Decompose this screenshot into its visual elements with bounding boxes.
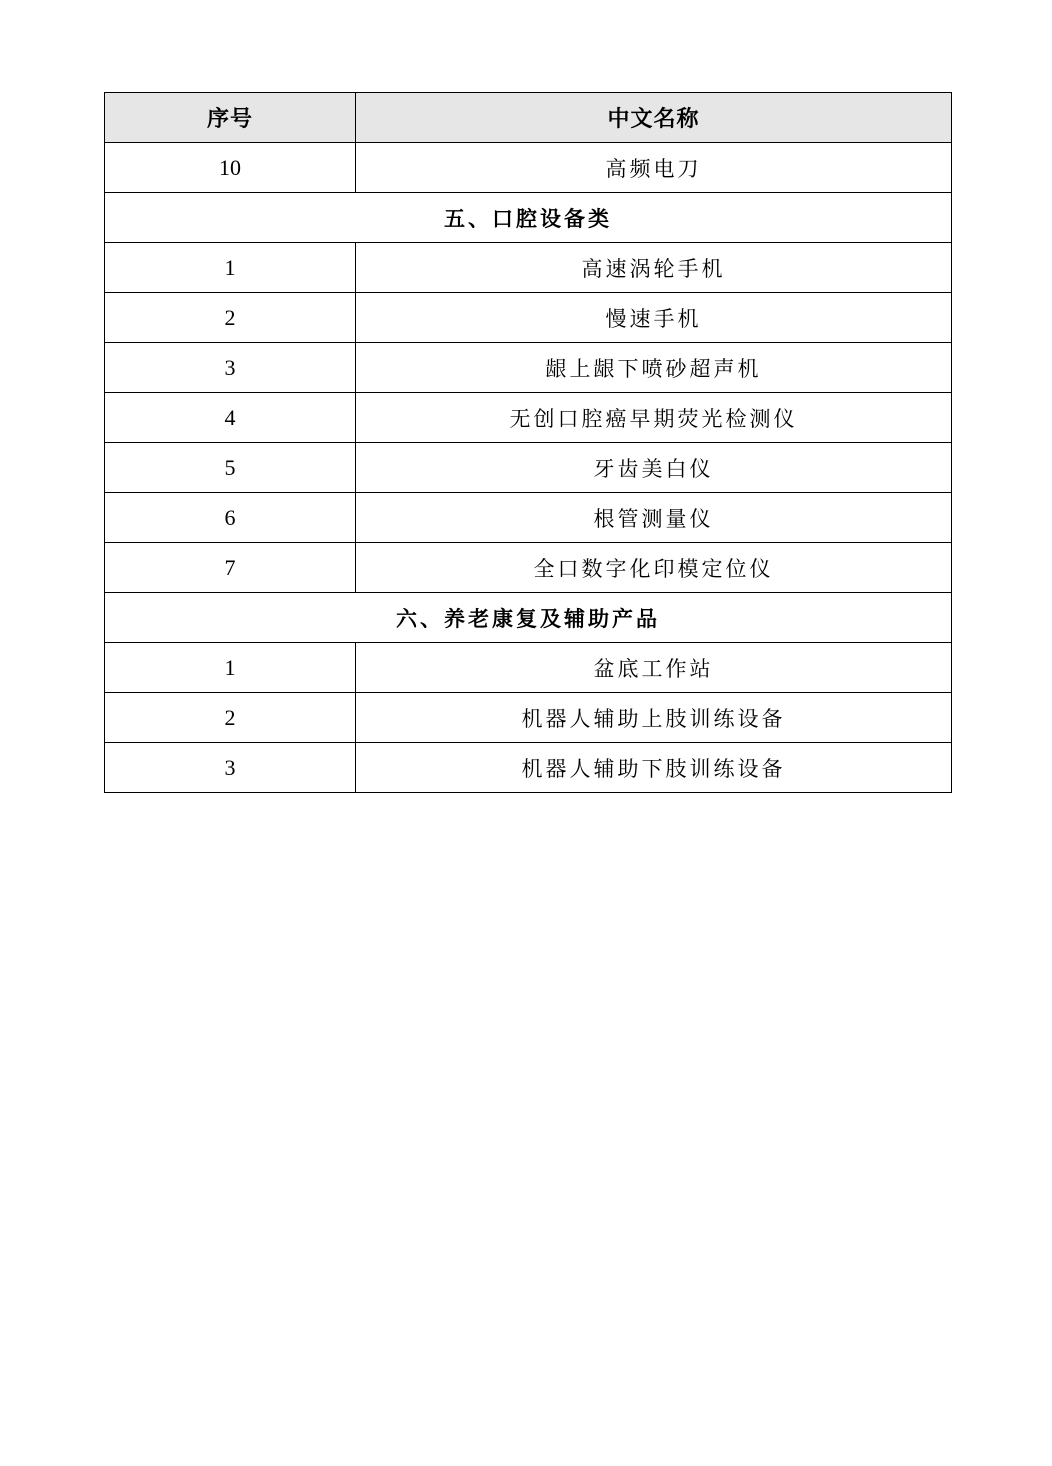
table-row: [105, 743, 952, 793]
table-row: [105, 543, 952, 593]
row-name: 牙齿美白仪: [356, 443, 952, 493]
row-index: 5: [105, 443, 356, 493]
row-index: 1: [105, 643, 356, 693]
row-index: 3: [105, 743, 356, 793]
table-row: [105, 693, 952, 743]
row-index: 7: [105, 543, 356, 593]
row-index: 4: [105, 393, 356, 443]
row-name: 根管测量仪: [356, 493, 952, 543]
section-title: 五、口腔设备类: [105, 193, 952, 243]
row-name: 盆底工作站: [356, 643, 952, 693]
table-row: [105, 643, 952, 693]
header-name: 中文名称: [356, 93, 952, 143]
section-row: [105, 593, 952, 643]
row-index: 2: [105, 693, 356, 743]
table-body: [105, 143, 952, 793]
row-index: 1: [105, 243, 356, 293]
table-row: [105, 143, 952, 193]
table-row: [105, 343, 952, 393]
row-name: 高频电刀: [356, 143, 952, 193]
table-row: [105, 493, 952, 543]
row-name: 机器人辅助上肢训练设备: [356, 693, 952, 743]
header-index: 序号: [105, 93, 356, 143]
table-row: [105, 443, 952, 493]
table-row: [105, 243, 952, 293]
row-name: 无创口腔癌早期荧光检测仪: [356, 393, 952, 443]
row-index: 6: [105, 493, 356, 543]
row-index: 2: [105, 293, 356, 343]
row-index: 10: [105, 143, 356, 193]
device-table: [104, 92, 952, 793]
table-header-row: [105, 93, 952, 143]
table-row: [105, 293, 952, 343]
section-title: 六、养老康复及辅助产品: [105, 593, 952, 643]
row-name: 慢速手机: [356, 293, 952, 343]
row-name: 机器人辅助下肢训练设备: [356, 743, 952, 793]
row-name: 全口数字化印模定位仪: [356, 543, 952, 593]
table-row: [105, 393, 952, 443]
section-row: [105, 193, 952, 243]
row-name: 高速涡轮手机: [356, 243, 952, 293]
row-name: 龈上龈下喷砂超声机: [356, 343, 952, 393]
row-index: 3: [105, 343, 356, 393]
